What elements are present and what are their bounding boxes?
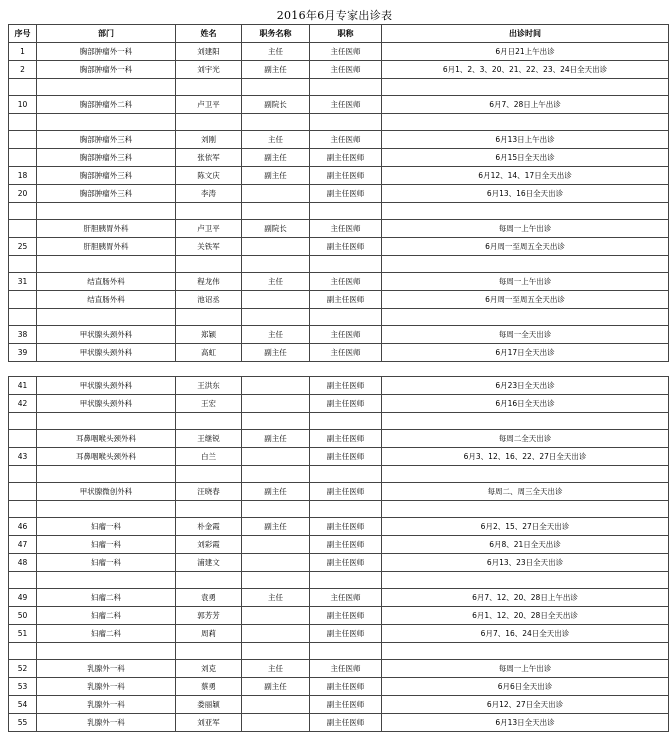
cell-index: 2 (9, 61, 37, 79)
cell-index (9, 203, 37, 220)
cell-title (310, 413, 382, 430)
cell-position (242, 466, 310, 483)
cell-title: 主任医师 (310, 96, 382, 114)
table-row (9, 430, 669, 448)
cell-clinic-time: 6月6日全天出诊 (382, 678, 669, 696)
table-row (9, 678, 669, 696)
cell-clinic-time: 每周二、周三全天出诊 (382, 483, 669, 501)
cell-name: 周莉 (176, 625, 242, 643)
cell-department: 妇瘤二科 (37, 625, 176, 643)
cell-name: 刘亚军 (176, 714, 242, 732)
cell-name (176, 643, 242, 660)
cell-position: 主任 (242, 43, 310, 61)
cell-index: 31 (9, 273, 37, 291)
table-row (9, 483, 669, 501)
cell-name (176, 256, 242, 273)
table-row (9, 395, 669, 413)
table-row (9, 625, 669, 643)
table-row (9, 696, 669, 714)
cell-title: 副主任医师 (310, 554, 382, 572)
cell-clinic-time: 6月13、16日全天出诊 (382, 185, 669, 203)
schedule-table-lower (8, 376, 669, 732)
cell-clinic-time: 6月16日全天出诊 (382, 395, 669, 413)
table-row (9, 572, 669, 589)
cell-position (242, 395, 310, 413)
cell-title: 主任医师 (310, 220, 382, 238)
cell-name (176, 114, 242, 131)
cell-position: 主任 (242, 273, 310, 291)
cell-clinic-time: 6月13、23日全天出诊 (382, 554, 669, 572)
cell-clinic-time (382, 203, 669, 220)
cell-position (242, 536, 310, 554)
cell-clinic-time: 6月13日上午出诊 (382, 131, 669, 149)
cell-title (310, 572, 382, 589)
cell-name (176, 572, 242, 589)
cell-department: 妇瘤二科 (37, 589, 176, 607)
cell-clinic-time: 6月7、16、24日全天出诊 (382, 625, 669, 643)
table-row (9, 413, 669, 430)
cell-position (242, 291, 310, 309)
cell-title: 主任医师 (310, 589, 382, 607)
cell-title: 副主任医师 (310, 395, 382, 413)
cell-clinic-time: 6月12、27日全天出诊 (382, 696, 669, 714)
cell-department (37, 309, 176, 326)
table-row (9, 256, 669, 273)
cell-clinic-time (382, 643, 669, 660)
table-row (9, 43, 669, 61)
cell-clinic-time: 6月8、21日全天出诊 (382, 536, 669, 554)
cell-title: 副主任医师 (310, 430, 382, 448)
table-row (9, 448, 669, 466)
cell-position: 副院长 (242, 220, 310, 238)
cell-clinic-time: 6月17日全天出诊 (382, 344, 669, 362)
cell-title (310, 203, 382, 220)
cell-name (176, 501, 242, 518)
cell-clinic-time (382, 466, 669, 483)
cell-clinic-time: 6月周一至周五全天出诊 (382, 291, 669, 309)
table-row (9, 660, 669, 678)
cell-clinic-time: 每周一上午出诊 (382, 220, 669, 238)
header-name: 姓名 (176, 25, 242, 43)
cell-department: 结直肠外科 (37, 273, 176, 291)
cell-position: 副主任 (242, 149, 310, 167)
table-row (9, 96, 669, 114)
cell-department: 胸部肿瘤外一科 (37, 61, 176, 79)
cell-index: 42 (9, 395, 37, 413)
cell-name: 王洪东 (176, 377, 242, 395)
cell-index (9, 501, 37, 518)
cell-title: 副主任医师 (310, 377, 382, 395)
cell-title: 副主任医师 (310, 291, 382, 309)
header-department: 部门 (37, 25, 176, 43)
cell-name: 刘宇光 (176, 61, 242, 79)
cell-index (9, 572, 37, 589)
cell-name: 刘建阳 (176, 43, 242, 61)
cell-department: 肝胆胰胃外科 (37, 238, 176, 256)
cell-department: 胸部肿瘤外三科 (37, 185, 176, 203)
cell-name: 郭芳芳 (176, 607, 242, 625)
cell-index (9, 79, 37, 96)
table-row (9, 203, 669, 220)
cell-department (37, 466, 176, 483)
cell-title (310, 643, 382, 660)
cell-name (176, 203, 242, 220)
cell-clinic-time: 6月12、14、17日全天出诊 (382, 167, 669, 185)
table-row (9, 607, 669, 625)
cell-name: 王继锐 (176, 430, 242, 448)
cell-title (310, 79, 382, 96)
cell-title: 副主任医师 (310, 238, 382, 256)
cell-title: 副主任医师 (310, 696, 382, 714)
cell-title: 副主任医师 (310, 185, 382, 203)
cell-department: 甲状腺头颈外科 (37, 326, 176, 344)
cell-department: 胸部肿瘤外一科 (37, 43, 176, 61)
cell-index: 18 (9, 167, 37, 185)
cell-name: 汪晓春 (176, 483, 242, 501)
cell-clinic-time (382, 501, 669, 518)
cell-department (37, 114, 176, 131)
cell-position (242, 413, 310, 430)
table-row (9, 309, 669, 326)
cell-index: 53 (9, 678, 37, 696)
cell-department: 妇瘤一科 (37, 536, 176, 554)
cell-department (37, 572, 176, 589)
cell-index (9, 114, 37, 131)
cell-position (242, 696, 310, 714)
cell-name: 池诏丞 (176, 291, 242, 309)
cell-title: 主任医师 (310, 61, 382, 79)
cell-department (37, 501, 176, 518)
cell-department: 妇瘤一科 (37, 554, 176, 572)
cell-position: 主任 (242, 660, 310, 678)
cell-position: 副主任 (242, 483, 310, 501)
table-row (9, 326, 669, 344)
table-header-row (9, 25, 669, 43)
cell-department: 胸部肿瘤外二科 (37, 96, 176, 114)
cell-position (242, 714, 310, 732)
cell-clinic-time: 6月周一至周五全天出诊 (382, 238, 669, 256)
table-row (9, 466, 669, 483)
cell-title: 副主任医师 (310, 607, 382, 625)
cell-position (242, 377, 310, 395)
cell-index: 39 (9, 344, 37, 362)
table-row (9, 79, 669, 96)
cell-clinic-time: 6月23日全天出诊 (382, 377, 669, 395)
cell-department: 乳腺外一科 (37, 696, 176, 714)
cell-department: 乳腺外一科 (37, 660, 176, 678)
cell-title: 主任医师 (310, 660, 382, 678)
cell-index: 47 (9, 536, 37, 554)
cell-department: 结直肠外科 (37, 291, 176, 309)
cell-department: 耳鼻咽喉头颈外科 (37, 430, 176, 448)
cell-index (9, 430, 37, 448)
cell-title: 副主任医师 (310, 625, 382, 643)
cell-position (242, 643, 310, 660)
cell-index: 50 (9, 607, 37, 625)
cell-position (242, 448, 310, 466)
cell-index: 43 (9, 448, 37, 466)
cell-clinic-time: 每周二全天出诊 (382, 430, 669, 448)
cell-department: 乳腺外一科 (37, 714, 176, 732)
table-row (9, 167, 669, 185)
cell-department (37, 256, 176, 273)
cell-position (242, 238, 310, 256)
cell-name: 王宏 (176, 395, 242, 413)
cell-name: 刘刚 (176, 131, 242, 149)
table-row (9, 273, 669, 291)
cell-clinic-time (382, 114, 669, 131)
cell-clinic-time: 6月1、12、20、28日全天出诊 (382, 607, 669, 625)
cell-title (310, 256, 382, 273)
cell-department: 甲状腺头颈外科 (37, 377, 176, 395)
table-row (9, 643, 669, 660)
cell-position: 副主任 (242, 518, 310, 536)
table-row (9, 149, 669, 167)
cell-clinic-time: 6月7、12、20、28日上午出诊 (382, 589, 669, 607)
cell-index (9, 413, 37, 430)
cell-title: 副主任医师 (310, 518, 382, 536)
cell-name: 卢卫平 (176, 220, 242, 238)
table-row (9, 518, 669, 536)
cell-name: 张依军 (176, 149, 242, 167)
cell-title: 主任医师 (310, 344, 382, 362)
header-position: 职务名称 (242, 25, 310, 43)
cell-title: 副主任医师 (310, 448, 382, 466)
cell-index: 1 (9, 43, 37, 61)
cell-position (242, 572, 310, 589)
cell-name: 程龙伟 (176, 273, 242, 291)
cell-title: 主任医师 (310, 326, 382, 344)
cell-name: 陈文庆 (176, 167, 242, 185)
cell-position (242, 114, 310, 131)
cell-title: 主任医师 (310, 131, 382, 149)
cell-position (242, 185, 310, 203)
cell-title: 副主任医师 (310, 714, 382, 732)
table-row (9, 377, 669, 395)
cell-clinic-time: 每周一上午出诊 (382, 273, 669, 291)
cell-position: 主任 (242, 131, 310, 149)
cell-name (176, 79, 242, 96)
cell-position (242, 79, 310, 96)
cell-clinic-time: 每周一全天出诊 (382, 326, 669, 344)
cell-index (9, 291, 37, 309)
cell-index: 49 (9, 589, 37, 607)
cell-name (176, 413, 242, 430)
cell-index (9, 309, 37, 326)
cell-department: 甲状腺微创外科 (37, 483, 176, 501)
cell-position (242, 607, 310, 625)
cell-title: 副主任医师 (310, 536, 382, 554)
cell-position (242, 309, 310, 326)
cell-clinic-time: 6月7、28日上午出诊 (382, 96, 669, 114)
cell-position: 副主任 (242, 430, 310, 448)
cell-index (9, 131, 37, 149)
table-row (9, 554, 669, 572)
cell-index: 10 (9, 96, 37, 114)
cell-name: 刘彩霞 (176, 536, 242, 554)
header-index: 序号 (9, 25, 37, 43)
cell-index: 41 (9, 377, 37, 395)
cell-position: 副主任 (242, 678, 310, 696)
cell-name: 郑颖 (176, 326, 242, 344)
cell-position: 主任 (242, 589, 310, 607)
table-row (9, 238, 669, 256)
cell-position (242, 625, 310, 643)
cell-department: 胸部肿瘤外三科 (37, 167, 176, 185)
page-title: 2016年6月专家出诊表 (276, 9, 393, 22)
table-row (9, 589, 669, 607)
cell-position: 副主任 (242, 167, 310, 185)
cell-index (9, 256, 37, 273)
table-row (9, 714, 669, 732)
cell-title: 主任医师 (310, 273, 382, 291)
cell-position (242, 501, 310, 518)
cell-department: 肝胆胰胃外科 (37, 220, 176, 238)
cell-department: 耳鼻咽喉头颈外科 (37, 448, 176, 466)
cell-title (310, 309, 382, 326)
schedule-table-upper (8, 24, 669, 362)
table-row (9, 114, 669, 131)
cell-index (9, 220, 37, 238)
cell-name: 刘克 (176, 660, 242, 678)
cell-name: 白兰 (176, 448, 242, 466)
cell-clinic-time (382, 79, 669, 96)
cell-position (242, 554, 310, 572)
cell-department: 胸部肿瘤外三科 (37, 149, 176, 167)
cell-name: 李涛 (176, 185, 242, 203)
cell-title: 副主任医师 (310, 167, 382, 185)
cell-name: 高虹 (176, 344, 242, 362)
cell-clinic-time (382, 572, 669, 589)
cell-clinic-time: 6月3、12、16、22、27日全天出诊 (382, 448, 669, 466)
cell-position: 副主任 (242, 61, 310, 79)
table-row (9, 61, 669, 79)
cell-index (9, 643, 37, 660)
header-title: 职称 (310, 25, 382, 43)
cell-clinic-time (382, 256, 669, 273)
cell-title (310, 466, 382, 483)
cell-department (37, 79, 176, 96)
cell-index: 20 (9, 185, 37, 203)
cell-index: 46 (9, 518, 37, 536)
cell-department: 妇瘤一科 (37, 518, 176, 536)
cell-title (310, 501, 382, 518)
cell-title: 主任医师 (310, 43, 382, 61)
cell-name (176, 466, 242, 483)
table-row (9, 131, 669, 149)
cell-position (242, 256, 310, 273)
cell-department: 甲状腺头颈外科 (37, 344, 176, 362)
cell-position: 副院长 (242, 96, 310, 114)
cell-position (242, 203, 310, 220)
cell-name: 卢卫平 (176, 96, 242, 114)
cell-position: 主任 (242, 326, 310, 344)
cell-index: 25 (9, 238, 37, 256)
header-clinic-time: 出诊时间 (382, 25, 669, 43)
cell-clinic-time: 6月日21上午出诊 (382, 43, 669, 61)
cell-index (9, 483, 37, 501)
table-row (9, 185, 669, 203)
cell-clinic-time: 6月15日全天出诊 (382, 149, 669, 167)
cell-department: 妇瘤二科 (37, 607, 176, 625)
cell-clinic-time: 每周一上午出诊 (382, 660, 669, 678)
table-row (9, 291, 669, 309)
table-row (9, 501, 669, 518)
cell-department (37, 643, 176, 660)
cell-department (37, 203, 176, 220)
cell-department: 胸部肿瘤外三科 (37, 131, 176, 149)
cell-title: 副主任医师 (310, 483, 382, 501)
cell-index: 52 (9, 660, 37, 678)
cell-name: 袁勇 (176, 589, 242, 607)
cell-index: 51 (9, 625, 37, 643)
cell-index (9, 149, 37, 167)
cell-title (310, 114, 382, 131)
cell-department (37, 413, 176, 430)
cell-index: 55 (9, 714, 37, 732)
cell-clinic-time: 6月13日全天出诊 (382, 714, 669, 732)
cell-clinic-time: 6月1、2、3、20、21、22、23、24日全天出诊 (382, 61, 669, 79)
cell-name (176, 309, 242, 326)
cell-index: 48 (9, 554, 37, 572)
cell-clinic-time (382, 309, 669, 326)
cell-index: 54 (9, 696, 37, 714)
cell-title: 副主任医师 (310, 149, 382, 167)
table-row (9, 344, 669, 362)
cell-clinic-time (382, 413, 669, 430)
cell-department: 乳腺外一科 (37, 678, 176, 696)
table-row (9, 536, 669, 554)
cell-position: 副主任 (242, 344, 310, 362)
cell-name: 蔡勇 (176, 678, 242, 696)
cell-title: 副主任医师 (310, 678, 382, 696)
cell-name: 娄丽颖 (176, 696, 242, 714)
table-row (9, 220, 669, 238)
cell-name: 浦建文 (176, 554, 242, 572)
cell-clinic-time: 6月2、15、27日全天出诊 (382, 518, 669, 536)
cell-name: 关铁军 (176, 238, 242, 256)
cell-index (9, 466, 37, 483)
cell-department: 甲状腺头颈外科 (37, 395, 176, 413)
cell-index: 38 (9, 326, 37, 344)
cell-name: 朴金霞 (176, 518, 242, 536)
